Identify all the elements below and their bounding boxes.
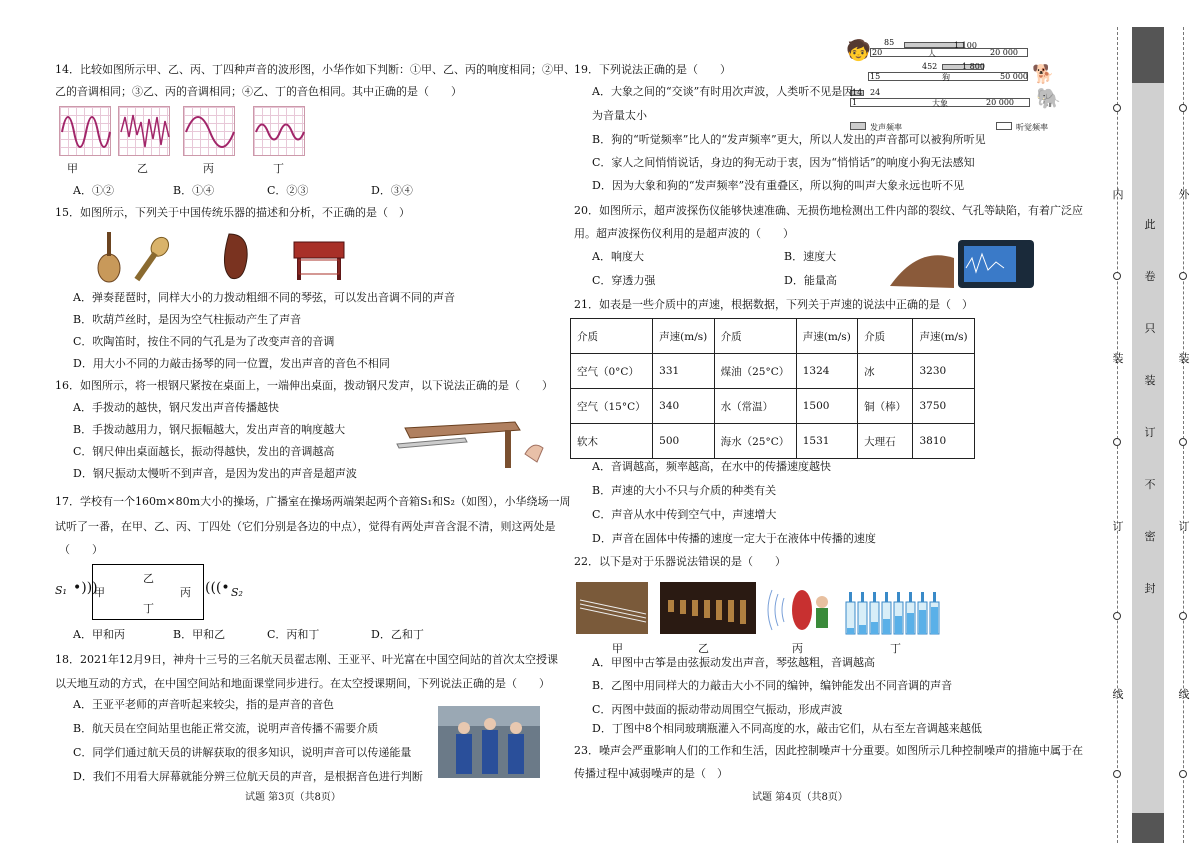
point-bing-label: 丙 xyxy=(180,586,191,599)
q15-stem: 15．如图所示，下列关于中国传统乐器的描述和分析，不正确的是（ ） xyxy=(55,206,410,219)
bottle-water xyxy=(919,610,926,634)
chart-human-emit-min: 85 xyxy=(884,38,895,47)
table-cell: 空气（15°C） xyxy=(571,389,653,424)
waveform-label-yi: 乙 xyxy=(137,162,148,175)
bottle-neck xyxy=(885,592,888,602)
q14-option-d: D．③④ xyxy=(371,184,413,197)
margin-circle-icon xyxy=(1179,272,1187,280)
bottle-water xyxy=(931,607,938,634)
q22-option-d: D．丁图中8个相同玻璃瓶灌入不同高度的水，敲击它们，从右至左音调越来越低 xyxy=(592,722,982,735)
bottle-water xyxy=(883,619,890,634)
chart-dog-emit-min: 452 xyxy=(922,62,938,71)
notice-char-7: 密 xyxy=(1144,530,1156,543)
sound-waves-right-icon: (((• xyxy=(205,580,230,596)
q22-option-c: C．丙图中鼓面的振动带动周围空气振动，形成声波 xyxy=(592,703,843,716)
chart-elephant-label: 大象 xyxy=(932,99,948,108)
speaker-s1-label: S₁ xyxy=(55,584,67,597)
notice-char-5: 订 xyxy=(1144,426,1156,439)
q21-option-b: B．声速的大小不只与介质的种类有关 xyxy=(592,484,777,497)
q14-stem-line2: 乙的音调相同；③乙、丙的音调相同；④乙、丁的音色相同。其中正确的是（ ） xyxy=(55,85,462,98)
q19-option-b: B．狗的“听觉频率”比人的“发声频率”更大，所以人发出的声音都可以被狗所听见 xyxy=(592,133,986,146)
legend-hear-swatch xyxy=(996,122,1012,130)
waveform-ding xyxy=(253,106,305,156)
binding-strip-top-block xyxy=(1132,27,1164,83)
bottle-neck xyxy=(909,592,912,602)
waveform-label-ding: 丁 xyxy=(273,162,284,175)
q16-option-a: A．手拨动的越快，钢尺发出声音传播越快 xyxy=(73,401,279,414)
page-3 xyxy=(55,0,575,820)
chart-human-hear-max: 20 000 xyxy=(990,48,1018,57)
q23-stem-line2: 传播过程中减弱噪声的是（ ） xyxy=(574,767,728,780)
margin-zhuang-inner: 装 xyxy=(1112,352,1124,365)
q22-label-jia: 甲 xyxy=(612,642,623,655)
q22-stem: 22．以下是对于乐器说法错误的是（ ） xyxy=(574,555,786,568)
waveform-yi xyxy=(118,106,170,156)
chart-elephant-emit-min: 14 xyxy=(852,88,863,97)
q21-option-c: C．声音从水中传到空气中，声速增大 xyxy=(592,508,777,521)
table-cell: 介质 xyxy=(858,319,913,354)
q22-option-a: A．甲图中古筝是由弦振动发出声音，琴弦越粗，音调越高 xyxy=(592,656,875,669)
q19-stem: 19．下列说法正确的是（ ） xyxy=(574,63,731,76)
q16-option-b: B．手拨动越用力，钢尺振幅越大，发出声音的响度越大 xyxy=(73,423,346,436)
q15-option-c: C．吹陶笛时，按住不同的气孔是为了改变声音的音调 xyxy=(73,335,335,348)
bottle-water xyxy=(907,613,914,634)
margin-circle-icon xyxy=(1113,104,1121,112)
q18-stem-line1: 18．2021年12月9日，神舟十三号的三名航天员翟志刚、王亚平、叶光富在中国空间站的首次太空授课 xyxy=(55,653,558,666)
playground-diagram xyxy=(55,560,245,622)
inner-dashed-line xyxy=(1117,27,1118,843)
margin-circle-icon xyxy=(1179,104,1187,112)
dog-icon: 🐕 xyxy=(1032,64,1055,85)
q17-option-d: D．乙和丁 xyxy=(371,628,424,641)
page-3-footer: 试题 第3页（共8页） xyxy=(245,792,341,803)
musical-instruments-images xyxy=(576,580,946,638)
table-cell: 水（常温） xyxy=(714,389,796,424)
q18-stem-line2: 以天地互动的方式，在中国空间站和地面课堂同步进行。在太空授课期间，下列说法正确的是（ ） xyxy=(55,677,550,690)
table-cell: 3230 xyxy=(913,354,975,389)
ultrasonic-detector-image xyxy=(888,238,1038,290)
q15-option-d: D．用大小不同的力敲击扬琴的同一位置，发出声音的音色不相同 xyxy=(73,357,390,370)
q19-option-a-cont: 为音量太小 xyxy=(592,109,647,122)
table-row xyxy=(571,424,975,459)
notice-char-4: 装 xyxy=(1144,374,1156,387)
notice-char-8: 封 xyxy=(1144,582,1156,595)
bottle-neck xyxy=(921,592,924,602)
waveform-jia xyxy=(59,106,111,156)
q22-option-b: B．乙图中用同样大的力敲击大小不同的编钟，编钟能发出不同音调的声音 xyxy=(592,679,953,692)
notice-char-1: 此 xyxy=(1144,218,1156,231)
q14-option-a: A．①② xyxy=(73,184,114,197)
margin-circle-icon xyxy=(1113,272,1121,280)
chart-elephant-emit-max: 24 xyxy=(870,88,881,97)
bottle-neck xyxy=(873,592,876,602)
table-cell: 大理石 xyxy=(858,424,913,459)
bottle-water xyxy=(871,622,878,634)
margin-xian-outer: 线 xyxy=(1178,688,1190,701)
q22-label-ding: 丁 xyxy=(890,642,901,655)
margin-zhuang-outer: 装 xyxy=(1178,352,1190,365)
legend-hear-label: 听觉频率 xyxy=(1016,123,1048,132)
chart-human-emit-max: 1 100 xyxy=(954,41,977,50)
table-row xyxy=(571,354,975,389)
margin-ding-inner: 订 xyxy=(1112,520,1124,533)
q18-option-d: D．我们不用看大屏幕就能分辨三位航天员的声音，是根据音色进行判断 xyxy=(73,770,423,783)
bottle-water xyxy=(847,628,854,634)
q14-stem-line1: 14．比较如图所示甲、乙、丙、丁四种声音的波形图，小华作如下判断：①甲、乙、丙的响度相同；②甲、 xyxy=(55,63,575,76)
q18-option-c: C．同学们通过航天员的讲解获取的很多知识，说明声音可以传递能量 xyxy=(73,746,412,759)
margin-circle-icon xyxy=(1179,438,1187,446)
q17-option-b: B．甲和乙 xyxy=(173,628,226,641)
binding-strip-bottom-block xyxy=(1132,813,1164,843)
hearing-frequency-chart xyxy=(846,38,1086,138)
chart-human-hear-min: 20 xyxy=(872,48,883,57)
table-cell: 3810 xyxy=(913,424,975,459)
table-cell: 介质 xyxy=(571,319,653,354)
notice-char-3: 只 xyxy=(1144,322,1156,335)
sound-waves-left-icon: •))) xyxy=(73,580,98,596)
page-4 xyxy=(570,0,1090,820)
bottle-water xyxy=(895,616,902,634)
point-yi-label: 乙 xyxy=(143,572,154,585)
table-cell: 软木 xyxy=(571,424,653,459)
q21-option-d: D．声音在固体中传播的速度一定大于在液体中传播的速度 xyxy=(592,532,876,545)
table-cell: 1531 xyxy=(796,424,857,459)
q14-option-b: B．①④ xyxy=(173,184,215,197)
table-cell: 冰 xyxy=(858,354,913,389)
table-cell: 声速(m/s) xyxy=(796,319,857,354)
margin-ding-outer: 订 xyxy=(1178,520,1190,533)
margin-outer-label: 外 xyxy=(1178,188,1190,201)
q20-option-d: D．能量高 xyxy=(784,274,837,287)
steel-ruler-table-image xyxy=(395,418,555,470)
q20-option-a: A．响度大 xyxy=(592,250,644,263)
table-cell: 铜（棒） xyxy=(858,389,913,424)
bottle-neck xyxy=(897,592,900,602)
margin-circle-icon xyxy=(1113,612,1121,620)
notice-char-6: 不 xyxy=(1144,478,1156,491)
person-icon: 🧒 xyxy=(846,38,871,62)
chart-dog-hear-min: 15 xyxy=(870,72,881,81)
speaker-s2-label: S₂ xyxy=(231,586,243,599)
table-cell: 海水（25°C） xyxy=(714,424,796,459)
table-cell: 声速(m/s) xyxy=(913,319,975,354)
bottle-water xyxy=(859,625,866,634)
table-cell: 340 xyxy=(653,389,714,424)
q17-stem-line2: 试听了一番，在甲、乙、丙、丁四处（它们分别是各边的中点），觉得有两处声音含混不清，则这两处是 xyxy=(55,520,556,533)
sound-speed-table xyxy=(570,318,975,459)
q17-stem-line1: 17．学校有一个160m×80m大小的操场，广播室在操场两端架起两个音箱S₁和S₂（如图），小华绕场一周 xyxy=(55,495,571,508)
chart-elephant-hear-max: 20 000 xyxy=(986,98,1014,107)
margin-circle-icon xyxy=(1179,770,1187,778)
q15-option-a: A．弹奏琵琶时，同样大小的力拨动粗细不同的琴弦，可以发出音调不同的声音 xyxy=(73,291,455,304)
q16-stem: 16．如图所示，将一根钢尺紧按在桌面上，一端伸出桌面，拨动钢尺发声，以下说法正确的是（ ） xyxy=(55,379,553,392)
q21-option-a: A．音调越高，频率越高，在水中的传播速度越快 xyxy=(592,460,831,473)
q15-option-b: B．吹葫芦丝时，是因为空气柱振动产生了声音 xyxy=(73,313,302,326)
chart-dog-label: 狗 xyxy=(942,73,950,82)
q17-stem-line3: （ ） xyxy=(59,543,103,556)
table-cell: 500 xyxy=(653,424,714,459)
q20-option-c: C．穿透力强 xyxy=(592,274,656,287)
q17-option-a: A．甲和丙 xyxy=(73,628,125,641)
q17-option-c: C．丙和丁 xyxy=(267,628,320,641)
bottle-neck xyxy=(849,592,852,602)
astronauts-photo xyxy=(438,706,540,778)
table-cell: 声速(m/s) xyxy=(653,319,714,354)
table-cell: 介质 xyxy=(714,319,796,354)
q18-option-b: B．航天员在空间站里也能正常交流，说明声音传播不需要介质 xyxy=(73,722,379,735)
q20-stem-line1: 20．如图所示，超声波探伤仪能够快速准确、无损伤地检测出工件内部的裂纹、气孔等缺陷，有着广泛应 xyxy=(574,204,1083,217)
q16-option-c: C．钢尺伸出桌面越长，振动得越快，发出的音调越高 xyxy=(73,445,335,458)
q20-stem-line2: 用。超声波探伤仪利用的是超声波的（ ） xyxy=(574,227,794,240)
q14-option-c: C．②③ xyxy=(267,184,309,197)
table-cell: 3750 xyxy=(913,389,975,424)
q22-label-bing: 丙 xyxy=(792,642,803,655)
notice-char-2: 卷 xyxy=(1144,270,1156,283)
table-header-row xyxy=(571,319,975,354)
margin-xian-inner: 线 xyxy=(1112,688,1124,701)
q19-option-a: A．大象之间的“交谈”有时用次声波，人类听不见是因 xyxy=(592,85,854,98)
legend-emit-label: 发声频率 xyxy=(870,123,902,132)
traditional-instruments-image xyxy=(89,228,349,284)
table-row xyxy=(571,389,975,424)
q23-stem-line1: 23．噪声会严重影响人们的工作和生活，因此控制噪声十分重要。如图所示几种控制噪声的措施中属于在 xyxy=(574,744,1083,757)
bottle-neck xyxy=(933,592,936,602)
q18-option-a: A．王亚平老师的声音听起来较尖，指的是声音的音色 xyxy=(73,698,334,711)
table-cell: 331 xyxy=(653,354,714,389)
waveform-label-jia: 甲 xyxy=(67,162,78,175)
q21-stem: 21．如表是一些介质中的声速，根据数据，下列关于声速的说法中正确的是（ ） xyxy=(574,298,973,311)
table-cell: 1500 xyxy=(796,389,857,424)
q19-option-d: D．因为大象和狗的“发声频率”没有重叠区，所以狗的叫声大象永远也听不见 xyxy=(592,179,965,192)
table-cell: 1324 xyxy=(796,354,857,389)
page-4-footer: 试题 第4页（共8页） xyxy=(752,792,848,803)
chart-elephant-hear-min: 1 xyxy=(852,98,858,107)
margin-circle-icon xyxy=(1113,770,1121,778)
chart-dog-emit-max: 1 800 xyxy=(962,62,985,71)
chart-dog-hear-max: 50 000 xyxy=(1000,72,1028,81)
elephant-icon: 🐘 xyxy=(1036,86,1061,110)
bottle-neck xyxy=(861,592,864,602)
q16-option-d: D．钢尺振动太慢听不到声音，是因为发出的声音是超声波 xyxy=(73,467,357,480)
margin-inner-label: 内 xyxy=(1112,188,1124,201)
point-jia-label: 甲 xyxy=(94,586,105,599)
table-cell: 煤油（25°C） xyxy=(714,354,796,389)
point-ding-label: 丁 xyxy=(143,602,154,615)
q19-option-c: C．家人之间悄悄说话，身边的狗无动于衷，因为“悄悄话”的响度小狗无法感知 xyxy=(592,156,975,169)
waveform-bing xyxy=(183,106,235,156)
outer-dashed-line xyxy=(1183,27,1184,843)
margin-circle-icon xyxy=(1113,438,1121,446)
waveform-label-bing: 丙 xyxy=(203,162,214,175)
q20-option-b: B．速度大 xyxy=(784,250,837,263)
margin-circle-icon xyxy=(1179,612,1187,620)
table-cell: 空气（0°C） xyxy=(571,354,653,389)
chart-human-label: 人 xyxy=(928,49,936,58)
q22-label-yi: 乙 xyxy=(698,642,709,655)
